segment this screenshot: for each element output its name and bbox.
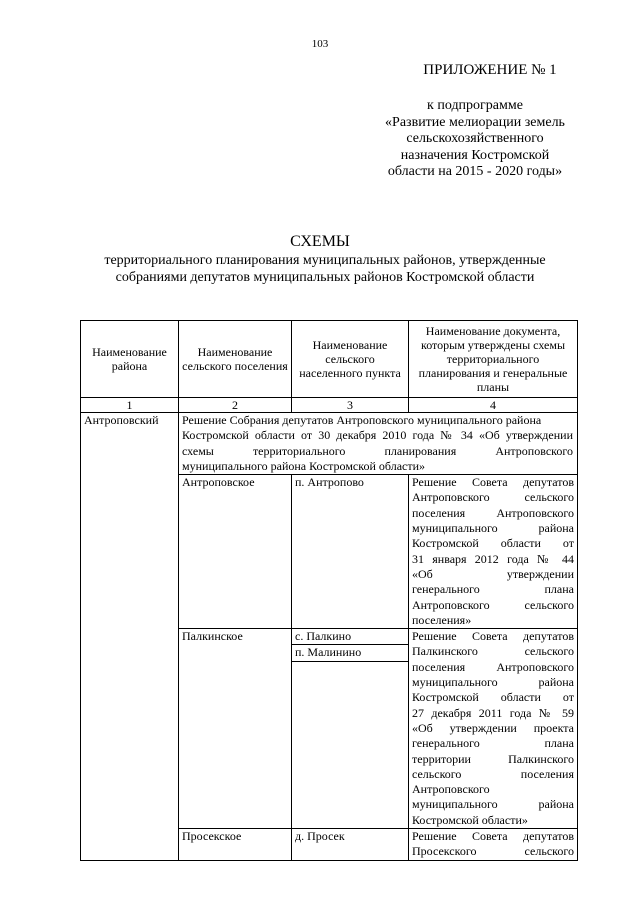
document-line: Костромской области от (412, 536, 574, 551)
page-number: 103 (311, 38, 329, 50)
district-name: Антроповский (81, 413, 179, 861)
document-line: поселения» (412, 612, 472, 627)
column-number: 2 (179, 398, 292, 413)
document-line: поселения Антроповского (412, 505, 574, 520)
locality-name: п. Малинино (292, 645, 408, 661)
header-locality: Наименование сельского населенного пункта (292, 321, 409, 398)
document-line: 31 января 2012 года № 44 (412, 551, 574, 566)
document-line: Решение Совета депутатов (412, 629, 574, 644)
decision-line: муниципального района Костромской области» (182, 458, 426, 473)
document-heading: СХЕМЫ (290, 233, 350, 250)
header-district: Наименование района (81, 321, 179, 398)
column-number-row (81, 398, 578, 413)
appendix-subtitle-line: к подпрограмме (427, 98, 523, 113)
document-line: Просекского сельского (412, 844, 574, 859)
locality-name: п. Антропово (292, 475, 409, 629)
settlement-name: Палкинское (179, 629, 292, 829)
schemes-table (80, 320, 578, 861)
appendix-subtitle-line: области на 2015 - 2020 годы» (387, 164, 563, 179)
document-line: Решение Совета депутатов (412, 829, 574, 844)
document-text (409, 629, 578, 829)
settlement-name: Просекское (179, 829, 292, 861)
document-text (409, 475, 578, 629)
document-line: Костромской области» (412, 812, 528, 827)
appendix-title: ПРИЛОЖЕНИЕ № 1 (423, 62, 557, 78)
document-line: генерального плана (412, 582, 574, 597)
district-decision (179, 413, 578, 475)
document-line: «Об утверждении проекта (412, 720, 574, 735)
table-header-row (81, 321, 578, 398)
locality-list (292, 629, 409, 829)
column-number: 4 (409, 398, 578, 413)
document-line: Антроповского сельского (412, 597, 574, 612)
column-number: 3 (292, 398, 409, 413)
appendix-subtitle-line: сельскохозяйственного (406, 131, 544, 146)
document-line: Антроповского сельского (412, 490, 574, 505)
document-line: 27 декабря 2011 года № 59 (412, 705, 574, 720)
document-subheading: территориального планирования муниципальных районов, утвержденные собраниями депутатов муниципальных районов Костромской области (104, 253, 546, 285)
header-settlement: Наименование сельского поселения (179, 321, 292, 398)
document-line: Костромской области от (412, 690, 574, 705)
locality-name: д. Просек (292, 829, 409, 861)
column-number: 1 (81, 398, 179, 413)
appendix-subtitle-line: назначения Костромской (400, 147, 550, 163)
locality-name: с. Палкино (292, 629, 408, 645)
document-line: генерального плана (412, 736, 574, 751)
document-line: территории Палкинского (412, 751, 574, 766)
document-line: «Об утверждении (412, 566, 574, 581)
appendix-subtitle-line: «Развитие мелиорации земель (385, 114, 565, 130)
document-text (409, 829, 578, 861)
document-line: сельского поселения (412, 766, 574, 781)
document-line: Антроповского (412, 782, 490, 797)
table-row (81, 413, 578, 475)
decision-line: Решение Собрания депутатов Антроповского муниципального района (182, 413, 542, 427)
decision-line: Костромской области от 30 декабря 2010 года № 34 «Об утверждении (182, 428, 573, 443)
settlement-name: Антроповское (179, 475, 292, 629)
document-line: Решение Совета депутатов (412, 475, 574, 490)
decision-line: схемы территориального планирования Антроповского (182, 443, 573, 458)
document-line: Палкинского сельского (412, 644, 574, 659)
document-line: муниципального района (412, 675, 574, 690)
document-line: муниципального района (412, 521, 574, 536)
header-document: Наименование документа, которым утверждены схемы территориального планирования и генеральные планы (409, 321, 578, 398)
document-line: муниципального района (412, 797, 574, 812)
document-line: поселения Антроповского (412, 659, 574, 674)
appendix-subtitle (370, 98, 580, 181)
